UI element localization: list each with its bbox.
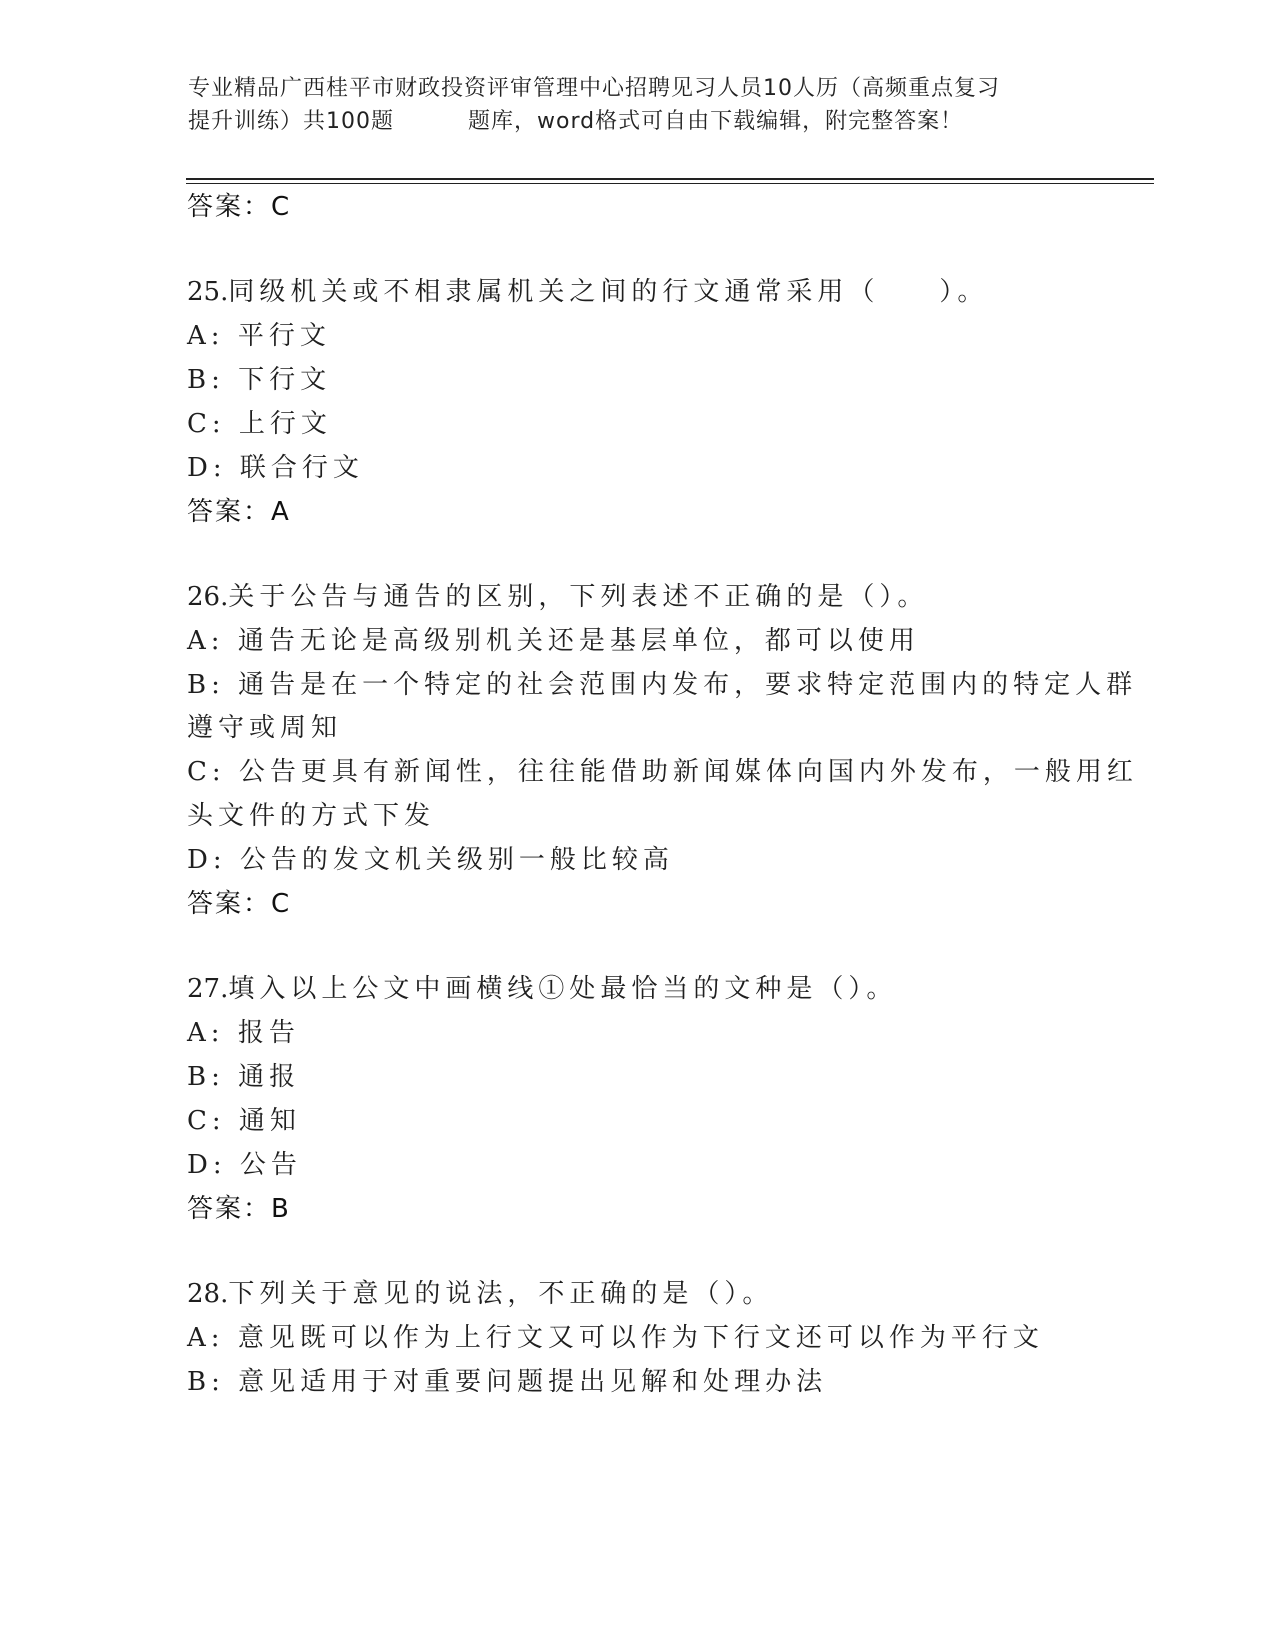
- header-line-2: [188, 105, 1088, 138]
- option-text: 下列关于意见的说法，不正确的是（）。: [228, 1279, 774, 1309]
- header-rule-thick: [186, 178, 1154, 180]
- question-27-option-c: [187, 1104, 301, 1138]
- option-text: 通知: [238, 1106, 301, 1136]
- option-label: D:: [187, 845, 227, 875]
- question-27-option-a: [187, 1016, 300, 1050]
- option-label: C:: [187, 409, 226, 439]
- question-26-stem: [187, 580, 928, 614]
- option-label: B:: [187, 1367, 225, 1397]
- option-text: 联合行文: [239, 453, 364, 483]
- question-number: 27.: [187, 974, 229, 1004]
- header-line-1: 专业精品广西桂平市财政投资评审管理中心招聘见习人员10人历（高频重点复习: [188, 76, 1000, 101]
- option-text: 通报: [238, 1062, 301, 1092]
- answer-25: 答案：A: [187, 497, 291, 527]
- document-header: [188, 72, 1088, 138]
- option-label: B:: [187, 1062, 225, 1092]
- question-28-stem: [187, 1277, 773, 1311]
- answer-27: 答案：B: [187, 1194, 291, 1224]
- option-label: C:: [187, 1106, 226, 1136]
- option-text: 下行文: [238, 365, 332, 395]
- question-25-option-a: [187, 319, 331, 353]
- option-text: 报告: [237, 1018, 300, 1048]
- answer-26: 答案：C: [187, 889, 292, 919]
- question-27-option-d: [187, 1148, 302, 1182]
- option-label: D:: [187, 453, 227, 483]
- option-text: 平行文: [237, 321, 331, 351]
- option-label: C:: [187, 757, 226, 787]
- question-28-option-a: [187, 1321, 1044, 1355]
- question-26-option-d: [187, 843, 674, 877]
- question-number: 26.: [187, 582, 229, 612]
- question-26-option-c: [187, 755, 1138, 789]
- header-line-2-part-a: 提升训练）共100题: [188, 109, 394, 134]
- option-label: B:: [187, 670, 225, 700]
- question-25-option-d: [187, 451, 364, 485]
- question-26-option-b-cont: 遵守或周知: [187, 713, 343, 743]
- option-text: 填入以上公文中画横线①处最恰当的文种是（）。: [228, 974, 898, 1004]
- question-25-option-b: [187, 363, 331, 397]
- option-text: 通告无论是高级别机关还是基层单位，都可以使用: [237, 626, 920, 656]
- option-text: 通告是在一个特定的社会范围内发布，要求特定范围内的特定人群: [238, 670, 1138, 700]
- question-28-option-b: [187, 1365, 827, 1399]
- option-label: A:: [187, 1323, 225, 1353]
- option-text: 上行文: [238, 409, 332, 439]
- option-text: 关于公告与通告的区别，下列表述不正确的是（）。: [228, 582, 929, 612]
- option-label: A:: [187, 1018, 225, 1048]
- question-26-option-c-cont: 头文件的方式下发: [187, 801, 436, 831]
- option-text: 意见适用于对重要问题提出见解和处理办法: [238, 1367, 828, 1397]
- question-25-option-c: [187, 407, 332, 441]
- option-label: B:: [187, 365, 225, 395]
- question-26-option-b: [187, 668, 1137, 702]
- answer-24: 答案：C: [187, 192, 292, 222]
- question-27-option-b: [187, 1060, 300, 1094]
- option-text: ）。: [939, 277, 989, 307]
- option-text: 公告更具有新闻性，往往能借助新闻媒体向国内外发布，一般用红: [238, 757, 1138, 787]
- header-line-2-part-b: 题库，word格式可自由下载编辑，附完整答案！: [468, 109, 964, 134]
- option-label: D:: [187, 1150, 227, 1180]
- option-label: A:: [187, 321, 225, 351]
- question-25-stem: [187, 275, 988, 309]
- option-text: 同级机关或不相隶属机关之间的行文通常采用（: [228, 277, 880, 307]
- question-number: 25.: [187, 277, 229, 307]
- question-26-option-a: [187, 624, 920, 658]
- option-label: A:: [187, 626, 225, 656]
- header-rule-thin: [186, 183, 1154, 184]
- question-number: 28.: [187, 1279, 229, 1309]
- question-27-stem: [187, 972, 897, 1006]
- option-text: 公告的发文机关级别一般比较高: [239, 845, 674, 875]
- option-text: 公告: [239, 1150, 302, 1180]
- option-text: 意见既可以作为上行文又可以作为下行文还可以作为平行文: [237, 1323, 1044, 1353]
